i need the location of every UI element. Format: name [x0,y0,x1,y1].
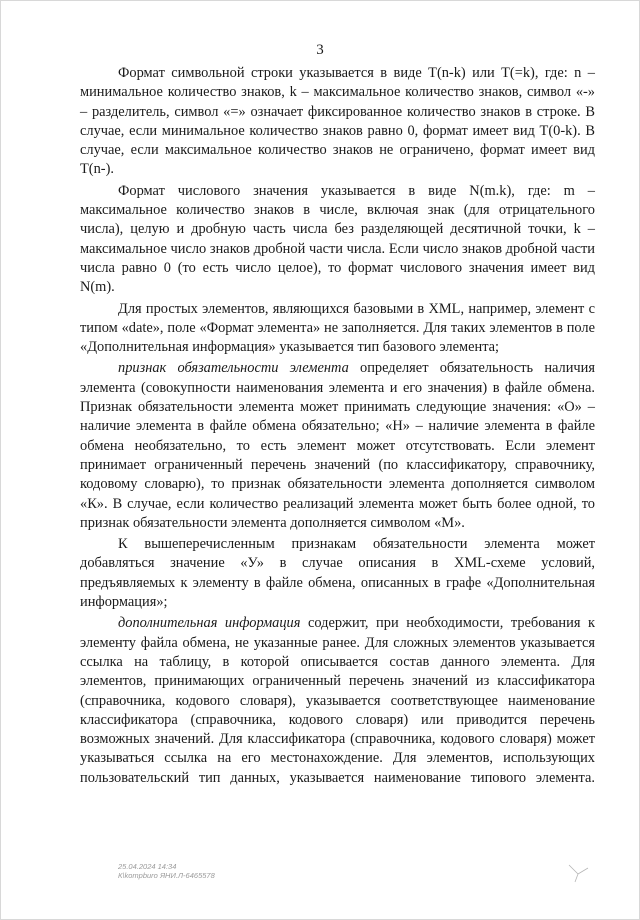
page-number: 3 [316,42,324,58]
paragraph-obligation-sign [80,359,595,533]
paragraph-string-format: Формат символьной строки указывается в виде T(n-k) или T(=k), где: n – минимальное количество знаков, k – максимальное количество знаков, символ «-» – разделитель, символ «=» означает фиксированное количество знаков в строке. В случае, если минимальное количество знаков равно 0, формат имеет вид T(0-k). В случае, если максимальное количество знаков не ограничено, формат имеет вид T(n-). [80,65,595,178]
obligation-sign-text: определяет обязательность наличия элемента (совокупности наименования элемента и его значения) в файле обмена. Признак обязательности элемента может принимать следующие значения: «О» – наличие элемента в файле обмена обязательно; «Н» – наличие элемента в файле обмена необязательно, то есть элемент может отсутствовать. Если элемент принимает ограниченный перечень значений (по классификатору, справочнику, кодовому словарю), то признак обязательности элемента дополняется символом «К». В случае, если количество реализаций элемента может быть более одной, то признак обязательности элемента дополняется символом «М». [80,360,595,531]
paragraph-condition-value: К вышеперечисленным признакам обязательности элемента может добавляться значение «У» в случае описания в XML-схеме условий, предъявляемых к элементу в файле обмена, описанных в графе «Дополнительная информация»; [80,536,595,611]
term-additional-info: дополнительная информация [118,615,301,632]
footer-timestamp: 25.04.2024 14:34 [118,862,177,871]
footer-stamp [118,862,215,880]
additional-info-text: содержит, при необходимости, требования к элементу файла обмена, не указанные ранее. Для сложных элементов указывается ссылка на таблицу, в которой описывается состав данного элемента. Для элементов, принимающих ограниченный перечень значений из классификатора (справочника, кодового словаря), указывается соответствующее наименование классификатора (справочника, кодового словаря) или приводится перечень возможных значений. Для классификатора (справочника, кодового словаря) может указываться ссылка на его местонахождение. Для элементов, использующих пользовательский тип данных, указывается наименование типового элемента. [80,615,595,786]
paragraph-base-elements: Для простых элементов, являющихся базовыми в XML, например, элемент с типом «date», поле «Формат элемента» не заполняется. Для таких элементов в поле «Дополнительная информация» указывается тип базового элемента; [80,300,595,356]
scan-mark-icon [566,862,592,884]
term-obligation-sign: признак обязательности элемента [118,360,349,377]
paragraph-numeric-format: Формат числового значения указывается в виде N(m.k), где: m – максимальное количество знаков в числе, включая знак (для отрицательного числа), целую и дробную часть числа без разделяющей десятичной точки, k – максимальное число знаков дробной части числа. Если число знаков дробной части числа равно 0 (то есть число целое), то формат числового значения имеет вид N(m). [80,182,595,296]
paragraph-additional-info [80,614,595,788]
footer-source: К\kompburo ЯНИ.Л-6465578 [118,871,215,880]
document-body [80,64,595,790]
